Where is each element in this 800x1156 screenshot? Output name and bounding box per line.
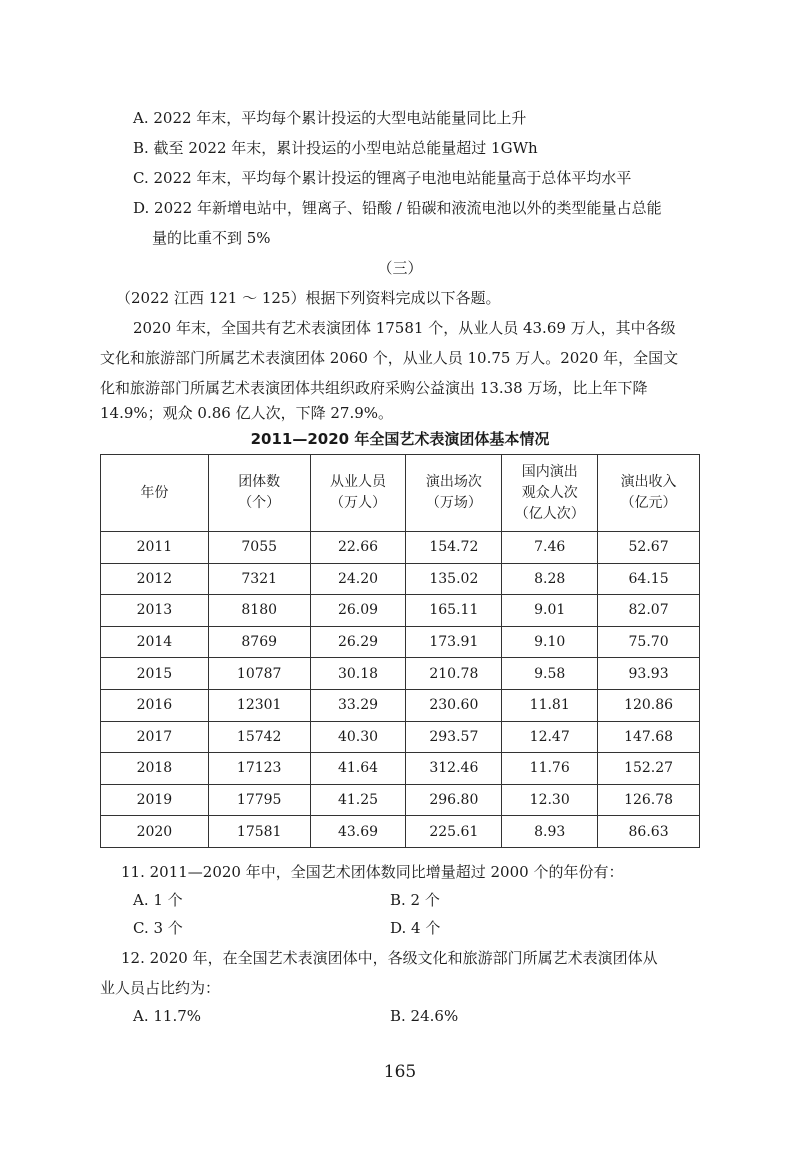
table-cell: 2014 bbox=[101, 626, 209, 658]
table-cell: 230.60 bbox=[406, 689, 502, 721]
page-number: 165 bbox=[383, 1062, 417, 1082]
table-header-row bbox=[101, 455, 700, 532]
table-cell: 2015 bbox=[101, 658, 209, 690]
table-cell: 41.25 bbox=[310, 784, 406, 816]
table-cell: 40.30 bbox=[310, 721, 406, 753]
table-cell: 7.46 bbox=[502, 532, 598, 564]
table-cell: 312.46 bbox=[406, 753, 502, 785]
table-row bbox=[101, 563, 700, 595]
table-cell: 86.63 bbox=[598, 816, 700, 848]
table-cell: 93.93 bbox=[598, 658, 700, 690]
table-row bbox=[101, 753, 700, 785]
q11-option-d: D. 4 个 bbox=[390, 919, 441, 937]
table-cell: 17123 bbox=[208, 753, 310, 785]
table-cell: 2013 bbox=[101, 595, 209, 627]
table-cell: 135.02 bbox=[406, 563, 502, 595]
table-cell: 17795 bbox=[208, 784, 310, 816]
option-a-prev: A. 2022 年末，平均每个累计投运的大型电站能量同比上升 bbox=[133, 109, 527, 127]
table-cell: 8180 bbox=[208, 595, 310, 627]
data-table bbox=[100, 454, 700, 848]
table-cell: 52.67 bbox=[598, 532, 700, 564]
table-cell: 225.61 bbox=[406, 816, 502, 848]
section-title: （三） bbox=[377, 259, 423, 277]
header-revenue: 演出收入 （亿元） bbox=[598, 455, 700, 532]
table-cell: 30.18 bbox=[310, 658, 406, 690]
table-row bbox=[101, 658, 700, 690]
table-cell: 24.20 bbox=[310, 563, 406, 595]
table-cell: 64.15 bbox=[598, 563, 700, 595]
table-cell: 2017 bbox=[101, 721, 209, 753]
table-cell: 10787 bbox=[208, 658, 310, 690]
table-cell: 296.80 bbox=[406, 784, 502, 816]
table-cell: 22.66 bbox=[310, 532, 406, 564]
table-cell: 147.68 bbox=[598, 721, 700, 753]
q11-text: 11. 2011—2020 年中，全国艺术团体数同比增量超过 2000 个的年份有： bbox=[121, 863, 624, 881]
table-cell: 120.86 bbox=[598, 689, 700, 721]
table-cell: 2020 bbox=[101, 816, 209, 848]
table-cell: 7055 bbox=[208, 532, 310, 564]
q12-option-a: A. 11.7% bbox=[133, 1007, 202, 1025]
table-cell: 154.72 bbox=[406, 532, 502, 564]
option-d-prev: D. 2022 年新增电站中，锂离子、铅酸 / 铅碳和液流电池以外的类型能量占总能 bbox=[133, 199, 662, 217]
table-cell: 173.91 bbox=[406, 626, 502, 658]
table-cell: 26.29 bbox=[310, 626, 406, 658]
table-cell: 2018 bbox=[101, 753, 209, 785]
table-cell: 2012 bbox=[101, 563, 209, 595]
passage-line-2: 文化和旅游部门所属艺术表演团体 2060 个，从业人员 10.75 万人。2020 年，全国文 bbox=[100, 349, 679, 367]
option-b-prev: B. 截至 2022 年末，累计投运的小型电站总能量超过 1GWh bbox=[133, 139, 538, 157]
table-cell: 26.09 bbox=[310, 595, 406, 627]
passage-line-1: 2020 年末，全国共有艺术表演团体 17581 个，从业人员 43.69 万人，其中各级 bbox=[133, 319, 676, 337]
table-cell: 12.47 bbox=[502, 721, 598, 753]
table-cell: 33.29 bbox=[310, 689, 406, 721]
option-c-prev: C. 2022 年末，平均每个累计投运的锂离子电池电站能量高于总体平均水平 bbox=[133, 169, 632, 187]
table-cell: 11.81 bbox=[502, 689, 598, 721]
option-d-prev-cont: 量的比重不到 5% bbox=[152, 229, 271, 247]
section-source: （2022 江西 121 ～ 125）根据下列资料完成以下各题。 bbox=[116, 289, 501, 307]
table-cell: 9.01 bbox=[502, 595, 598, 627]
header-groups: 团体数 （个） bbox=[208, 455, 310, 532]
table-cell: 15742 bbox=[208, 721, 310, 753]
header-audience: 国内演出 观众人次 （亿人次） bbox=[502, 455, 598, 532]
table-row bbox=[101, 626, 700, 658]
table-cell: 152.27 bbox=[598, 753, 700, 785]
table-cell: 12301 bbox=[208, 689, 310, 721]
q11-option-c: C. 3 个 bbox=[133, 919, 183, 937]
table-caption: 2011—2020 年全国艺术表演团体基本情况 bbox=[250, 430, 550, 448]
table-cell: 8.28 bbox=[502, 563, 598, 595]
table-row bbox=[101, 689, 700, 721]
table-row bbox=[101, 816, 700, 848]
table-cell: 75.70 bbox=[598, 626, 700, 658]
table-cell: 43.69 bbox=[310, 816, 406, 848]
q11-option-b: B. 2 个 bbox=[390, 891, 440, 909]
table-cell: 9.58 bbox=[502, 658, 598, 690]
header-performances: 演出场次 （万场） bbox=[406, 455, 502, 532]
q12-option-b: B. 24.6% bbox=[390, 1007, 459, 1025]
q12-text-cont: 业人员占比约为： bbox=[100, 979, 221, 997]
table-cell: 41.64 bbox=[310, 753, 406, 785]
table-cell: 8.93 bbox=[502, 816, 598, 848]
table-cell: 9.10 bbox=[502, 626, 598, 658]
table-cell: 293.57 bbox=[406, 721, 502, 753]
table-row bbox=[101, 784, 700, 816]
table-cell: 82.07 bbox=[598, 595, 700, 627]
table-cell: 12.30 bbox=[502, 784, 598, 816]
table-cell: 2019 bbox=[101, 784, 209, 816]
table-cell: 7321 bbox=[208, 563, 310, 595]
table-cell: 8769 bbox=[208, 626, 310, 658]
table-cell: 2016 bbox=[101, 689, 209, 721]
table-cell: 126.78 bbox=[598, 784, 700, 816]
table-row bbox=[101, 532, 700, 564]
passage-line-4: 14.9%；观众 0.86 亿人次，下降 27.9%。 bbox=[100, 404, 394, 422]
q11-option-a: A. 1 个 bbox=[133, 891, 183, 909]
table-cell: 17581 bbox=[208, 816, 310, 848]
q12-text: 12. 2020 年，在全国艺术表演团体中，各级文化和旅游部门所属艺术表演团体从 bbox=[121, 949, 658, 967]
table-cell: 210.78 bbox=[406, 658, 502, 690]
table-cell: 2011 bbox=[101, 532, 209, 564]
header-employees: 从业人员 （万人） bbox=[310, 455, 406, 532]
header-year: 年份 bbox=[101, 455, 209, 532]
table-cell: 11.76 bbox=[502, 753, 598, 785]
table-row bbox=[101, 721, 700, 753]
passage-line-3: 化和旅游部门所属艺术表演团体共组织政府采购公益演出 13.38 万场，比上年下降 bbox=[100, 379, 648, 397]
table-row bbox=[101, 595, 700, 627]
table-cell: 165.11 bbox=[406, 595, 502, 627]
